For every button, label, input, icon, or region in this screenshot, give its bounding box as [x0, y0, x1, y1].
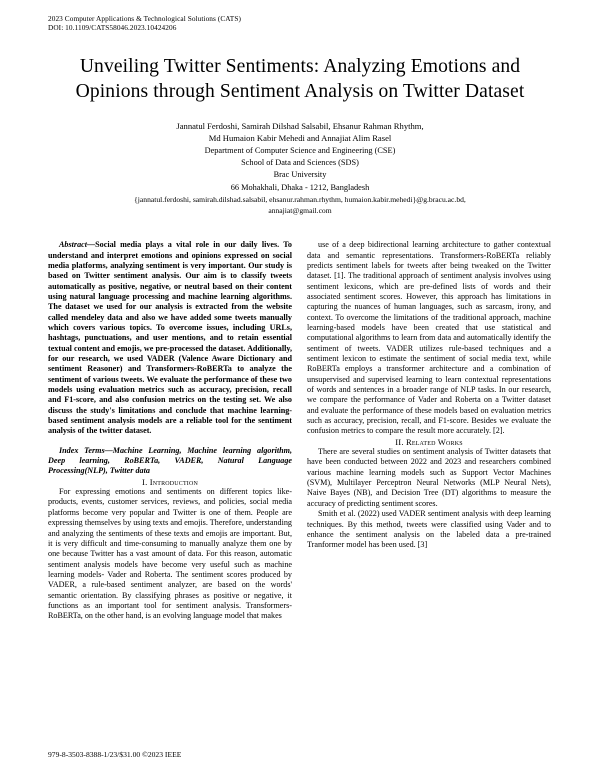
affiliation-address: 66 Mohakhali, Dhaka - 1212, Bangladesh — [230, 182, 370, 192]
right-column — [307, 240, 551, 621]
authors-line-2: Md Humaion Kabir Mehedi and Annajiat Alim Rasel — [208, 133, 392, 144]
abstract-paragraph — [48, 240, 292, 437]
introduction-paragraph-1: For expressing emotions and sentiments on different topics like- products, events, customer services, reviews, and policies, social media platforms become very popular and Twitter is one of them. People are expressing themselves by using texts and emojis. Therefore, understanding and analyzing the sentiments of these texts and emojis are important. But, it is very difficult and time-consuming to manually analyze them one by one because Twitter has a vast amount of data. For this reason, automatic sentiment analysis models have become very useful such as machine learning models- Vader and Roberta. The sentiment scores produced by VADER, a rule-based sentiment analyzer, are based on the words' semantic orientation. By classifying phrases as positive or negative, it functions as an important tool for sentiment analysis. Transformers-RoBERTa, on the other hand, is an evolving language model that makes — [48, 487, 292, 621]
affiliation-school: School of Data and Sciences (SDS) — [241, 158, 359, 168]
venue-name: 2023 Computer Applications & Technological Solutions (CATS) — [48, 14, 241, 23]
affiliation-university: Brac University — [273, 170, 327, 180]
section-heading-related-works: II. Related Works — [395, 436, 463, 447]
related-works-paragraph-1: There are several studies on sentiment analysis of Twitter datasets that have been conducted between 2022 and 2023 and researchers combined various machine learning models such as Support Vector Machines (SVM), Multilayer Perceptron Neural Networks (MLP Neural Nets), Naive Bayes (NB), and Decision Tree (DT) algorithms to measure the accuracy of predicting sentiment scores. — [307, 447, 551, 508]
copyright-footer: 979-8-3503-8388-1/23/$31.00 ©2023 IEEE — [48, 750, 182, 759]
related-works-paragraph-2: Smith et al. (2022) used VADER sentiment analysis with deep learning techniques. By this method, tweets were classified using Vader and to enhance the sentiment analysis on the labeled data a pre-trained Tranformer model has been used. [3] — [307, 509, 551, 550]
abstract-label: Abstract— — [59, 240, 96, 250]
abstract-text: Social media plays a vital role in our daily lives. To understand and interpret emotions and opinions expressed on social media platforms, analyzing sentiment is very important. Our study is based on Twitter sentiment analysis. Our aim is to classify tweets automatically as positive, negative, or neutral based on their content using natural language processing and machine learning algorithms. The dataset we used for our analysis is extracted from the website called mendeley data and also we have added some tweets manually which covers various topics. To overcome issues, including URLs, hashtags, punctuations, and user mentions, and to retain essential textual content and emojis, we pre-processed the dataset. Additionally, for our research, we used VADER (Valence Aware Dictionary and sentiment Reasoner) and Transformers-RoBERTa to analyze the sentiment of various tweets. We evaluate the performance of these two models using evaluation metrics such as accuracy, precision, recall and F1-score, and also confusion metrics on the testing set. We also discuss the study's limitations and conclude that machine learning-based sentiment analysis models are a reliable tool for the sentiment analysis of the twitter dataset. — [48, 240, 292, 436]
author-emails-line-2: annajiat@gmail.com — [268, 206, 332, 216]
author-emails-line-1: {jannatul.ferdoshi, samirah.dilshad.salsabil, ehsanur.rahman.rhythm, humaion.kabir.mehedi}@g.bracu.ac.bd, — [134, 194, 466, 204]
section-heading-introduction: I. Introduction — [142, 476, 198, 487]
introduction-continued-paragraph: use of a deep bidirectional learning architecture to gather contextual data and semantic representations. Transformers-RoBERTa reliably predicts sentiment labels for tweets after being tweaked on the Twitter dataset. [1]. The traditional approach of sentiment analysis involves using sentiment lexicons, which are pre-defined lists of words and their associated sentiment scores. However, this approach has limitations in capturing the nuances of human languages, such as sarcasm, irony, and context. To overcome the limitations of the traditional approach, machine learning-based models have been created that use statistical and computational algorithms to learn from data and automatically identify the sentiment of tweets. VADER utilizes rule-based techniques and a sentiment lexicon to estimate the sentiment of social media text, while RoBERTa employs a transformer architecture and a combination of unsupervised and supervised learning to learn contextual representations of words and sentences in a broader range of NLP tasks. In our research, we compare the performance of Vader and Roberta on a Twitter dataset and evaluate the performance of these models based on evaluation metrics such as accuracy, precision, recall, and F1-score. Besides we evaluate the confusion metrics to compare the result more accurately. [2]. — [307, 240, 551, 436]
left-column — [48, 240, 292, 621]
index-terms: Index Terms—Machine Learning, Machine learning algorithm, Deep learning, RoBERTa, VADER, Natural Language Processing(NLP), Twitter data — [48, 445, 292, 476]
venue-header — [48, 14, 552, 33]
affiliation-department: Department of Computer Science and Engineering (CSE) — [204, 146, 396, 155]
doi-line: DOI: 10.1109/CATS58046.2023.10424206 — [48, 23, 177, 33]
page-title: Unveiling Twitter Sentiments: Analyzing Emotions and Opinions through Sentiment Analysis on Twitter Dataset — [75, 55, 525, 102]
author-block — [48, 120, 552, 216]
body-columns — [48, 240, 552, 621]
authors-line-1: Jannatul Ferdoshi, Samirah Dilshad Salsabil, Ehsanur Rahman Rhythm, — [176, 120, 424, 131]
